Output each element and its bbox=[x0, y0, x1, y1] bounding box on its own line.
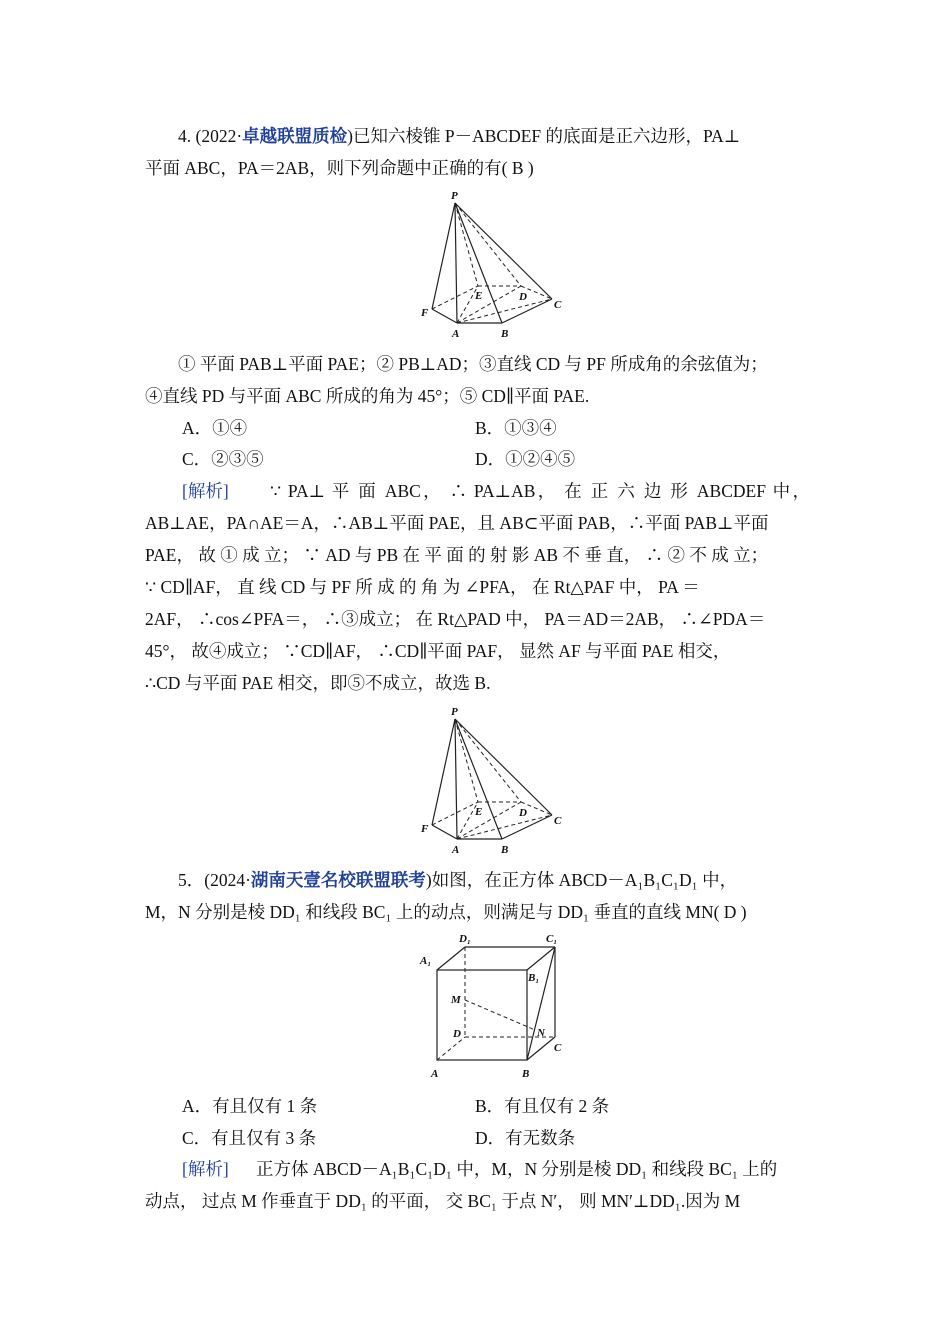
svg-text:D: D bbox=[519, 291, 527, 303]
q4-propositions-line2: ④直线 PD 与平面 ABC 所成的角为 45°；⑤ CD∥平面 PAE. bbox=[145, 386, 590, 406]
q5-source: 湖南天壹名校联盟联考 bbox=[250, 870, 426, 890]
q4-option-d: D．①②④⑤ bbox=[475, 449, 576, 469]
svg-text:E: E bbox=[475, 806, 483, 818]
svg-text:A: A bbox=[431, 1068, 439, 1080]
q4-stem-line2: 平面 ABC，PA＝2AB，则下列命题中正确的有( B ) bbox=[145, 158, 534, 178]
svg-text:P: P bbox=[451, 190, 458, 202]
svg-text:A₁: A₁ bbox=[420, 955, 432, 967]
q4-option-b: B．①③④ bbox=[475, 418, 557, 438]
svg-text:B: B bbox=[501, 844, 509, 856]
svg-text:M: M bbox=[451, 994, 461, 1006]
q5-analysis-tag: [解析] bbox=[182, 1159, 229, 1179]
svg-text:N: N bbox=[537, 1027, 545, 1039]
q4-analysis-line3: PAE， 故 ① 成 立； ∵ AD 与 PB 在 平 面 的 射 影 AB 不 垂 直， ∴ ② 不 成 立； bbox=[145, 545, 769, 565]
svg-text:P: P bbox=[451, 706, 458, 718]
q5-option-c: C．有且仅有 3 条 bbox=[182, 1128, 317, 1148]
q4-analysis-line4: ∵ CD∥AF， 直 线 CD 与 PF 所 成 的 角 为 ∠PFA， 在 Rt△PAF 中， PA ＝ bbox=[145, 577, 700, 597]
q4-source: 卓越联盟质检 bbox=[242, 126, 348, 146]
svg-text:E: E bbox=[475, 290, 483, 302]
q4-analysis-line6: 45°， 故④成立； ∵CD∥AF， ∴CD∥平面 PAF， 显然 AF 与平面 PAE 相交， bbox=[145, 641, 731, 661]
q5-option-a: A．有且仅有 1 条 bbox=[182, 1096, 318, 1116]
svg-text:D: D bbox=[519, 807, 527, 819]
q4-option-a: A．①④ bbox=[182, 418, 248, 438]
svg-text:C: C bbox=[554, 299, 562, 311]
svg-text:C: C bbox=[554, 815, 562, 827]
q4-analysis-line7: ∴CD 与平面 PAE 相交，即⑤不成立，故选 B. bbox=[145, 673, 491, 693]
q4-figure-hexagonal-pyramid bbox=[415, 186, 575, 346]
q4-analysis-tag: [解析] bbox=[182, 481, 229, 501]
q5-stem-line1: 5．(2024·湖南天壹名校联盟联考)如图，在正方体 ABCD－A₁B₁C₁D₁ 中， bbox=[178, 870, 738, 890]
q4-option-c: C．②③⑤ bbox=[182, 449, 264, 469]
svg-text:C: C bbox=[554, 1042, 562, 1054]
q5-option-b: B．有且仅有 2 条 bbox=[475, 1096, 610, 1116]
q4-analysis-line1: ∵ PA⊥ 平 面 ABC， ∴ PA⊥AB， 在 正 六 边 形 ABCDEF 中， bbox=[270, 481, 810, 501]
svg-text:F: F bbox=[421, 307, 429, 319]
svg-text:C₁: C₁ bbox=[546, 933, 558, 945]
q4-propositions-line1: ① 平面 PAB⊥平面 PAE；② PB⊥AD；③直线 CD 与 PF 所成角的余弦值为； bbox=[178, 354, 768, 374]
q5-stem-line2: M，N 分别是棱 DD₁ 和线段 BC₁ 上的动点，则满足与 DD₁ 垂直的直线 MN( D ) bbox=[145, 902, 747, 922]
q5-analysis-line2: 动点， 过点 M 作垂直于 DD₁ 的平面， 交 BC₁ 于点 N′， 则 MN′⊥DD₁.因为 M bbox=[145, 1191, 741, 1211]
svg-text:B₁: B₁ bbox=[528, 972, 540, 984]
svg-text:A: A bbox=[452, 844, 460, 856]
svg-text:B: B bbox=[522, 1068, 530, 1080]
svg-text:F: F bbox=[421, 823, 429, 835]
svg-text:A: A bbox=[452, 328, 460, 340]
q4-analysis-figure-hexagonal-pyramid bbox=[415, 702, 575, 862]
svg-text:B: B bbox=[501, 328, 509, 340]
q5-analysis-line1: 正方体 ABCD－A₁B₁C₁D₁ 中，M，N 分别是棱 DD₁ 和线段 BC₁ 上的 bbox=[256, 1159, 778, 1179]
svg-text:D: D bbox=[453, 1028, 461, 1040]
q5-figure-cube bbox=[415, 930, 575, 1090]
svg-text:D₁: D₁ bbox=[459, 933, 471, 945]
q4-stem-line1: 4. (2022·卓越联盟质检)已知六棱锥 P－ABCDEF 的底面是正六边形，PA⊥ bbox=[178, 126, 741, 146]
q5-option-d: D．有无数条 bbox=[475, 1128, 576, 1148]
q4-analysis-line2: AB⊥AE，PA∩AE＝A，∴AB⊥平面 PAE，且 AB⊂平面 PAB，∴平面 PAB⊥平面 bbox=[145, 513, 769, 533]
q4-analysis-line5: 2AF， ∴cos∠PFA＝， ∴③成立； 在 Rt△PAD 中， PA＝AD＝2AB， ∴∠PDA＝ bbox=[145, 609, 766, 629]
